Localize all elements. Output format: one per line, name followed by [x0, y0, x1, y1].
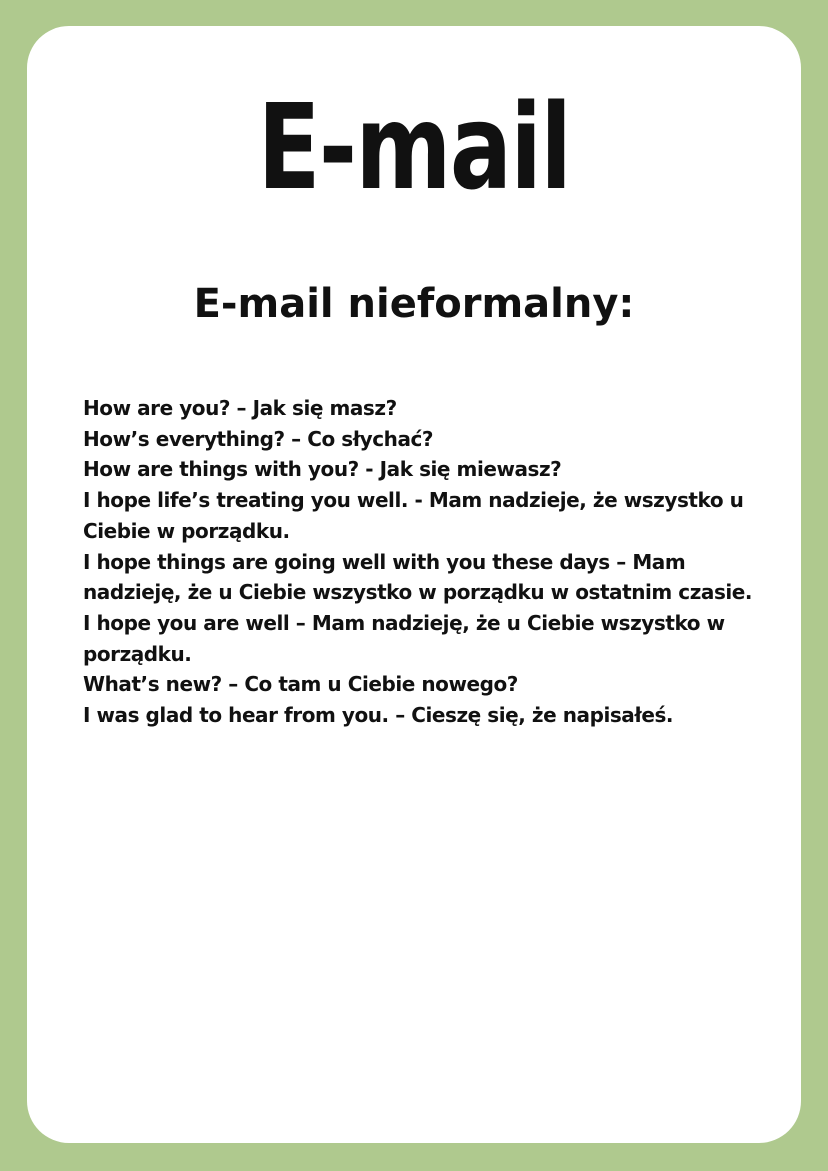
- phrase-item: How’s everything? – Co słychać?: [83, 426, 434, 451]
- phrase-item: What’s new? – Co tam u Ciebie nowego?: [83, 672, 518, 697]
- phrase-item: I hope you are well – Mam nadzieję, że u Ciebie wszystko w porządku.: [83, 610, 725, 666]
- phrase-item: I was glad to hear from you. – Cieszę się, że napisałeś.: [83, 703, 674, 728]
- phrase-item: I hope life’s treating you well. - Mam nadzieje, że wszystko u Ciebie w porządku.: [83, 488, 744, 543]
- content-card: [27, 26, 801, 1143]
- section-heading: E-mail nieformalny:: [193, 281, 635, 327]
- phrase-item: I hope things are going well with you these days – Mam nadzieję, że u Ciebie wszystko w porządku w ostatnim czasie.: [83, 549, 753, 605]
- page-title: E-mail: [257, 78, 571, 216]
- phrase-list: [83, 393, 783, 731]
- phrase-item: How are things with you? - Jak się miewasz?: [83, 457, 562, 482]
- phrase-item: How are you? – Jak się masz?: [83, 396, 397, 420]
